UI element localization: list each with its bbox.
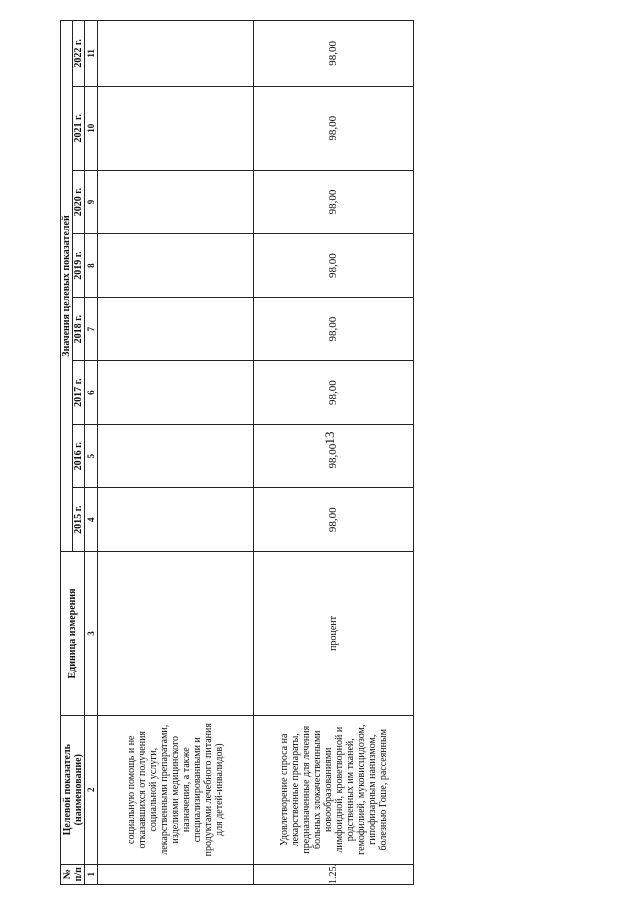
column-index: 8 [85, 234, 98, 298]
column-index: 2 [85, 715, 98, 864]
rotated-table-container [60, 20, 635, 885]
column-index: 4 [85, 488, 98, 552]
table-row [254, 21, 414, 885]
row-num: 1.25. [254, 864, 414, 884]
column-index: 7 [85, 297, 98, 361]
row-value [98, 488, 254, 552]
column-index: 10 [85, 86, 98, 170]
header-year: 2020 г. [73, 170, 85, 234]
row-value: 98,00 [254, 86, 414, 170]
row-unit [98, 551, 254, 715]
row-num [98, 864, 254, 884]
header-num: № п/п [61, 864, 85, 884]
row-value [98, 170, 254, 234]
page-number: 13 [322, 431, 337, 445]
column-index: 5 [85, 424, 98, 488]
column-index: 1 [85, 864, 98, 884]
row-value [98, 21, 254, 87]
row-indicator-name: социальную помощь и не отказавшихся от получения социальной услуги, лекарственными препаратами, изделиями медицинского назначения, а также специализированными и продуктами лечебного питания для детей-инвалидов) [98, 715, 254, 864]
row-indicator-name: Удовлетворение спроса на лекарственные препараты, предназначенные для лечения больных злокачественными новообразованиями лимфоидной, кроветворной и родственных им тканей, гемофилией, муковисцидозом, гипофизарным нанизмом, болезнью Гоше, рассеянным [254, 715, 414, 864]
row-value [98, 297, 254, 361]
column-index: 3 [85, 551, 98, 715]
row-value [98, 361, 254, 425]
row-value [98, 86, 254, 170]
header-year: 2016 г. [73, 424, 85, 488]
row-value [98, 424, 254, 488]
header-unit: Единица измерения [61, 551, 85, 715]
table-row [98, 21, 254, 885]
column-index: 6 [85, 361, 98, 425]
header-values-group: Значения целевых показателей [61, 21, 73, 552]
row-value: 98,00 [254, 21, 414, 87]
row-value: 98,00 [254, 234, 414, 298]
row-value: 98,00 [254, 424, 414, 488]
row-unit: процент [254, 551, 414, 715]
column-index: 11 [85, 21, 98, 87]
row-value: 98,00 [254, 170, 414, 234]
header-year: 2022 г. [73, 21, 85, 87]
header-year: 2018 г. [73, 297, 85, 361]
header-year: 2015 г. [73, 488, 85, 552]
header-indicator: Целевой показатель (наименование) [61, 715, 85, 864]
row-value: 98,00 [254, 361, 414, 425]
header-year: 2021 г. [73, 86, 85, 170]
header-year: 2017 г. [73, 361, 85, 425]
target-indicators-table [60, 20, 414, 885]
column-index: 9 [85, 170, 98, 234]
row-value: 98,00 [254, 297, 414, 361]
row-value [98, 234, 254, 298]
header-year: 2019 г. [73, 234, 85, 298]
row-value: 98,00 [254, 488, 414, 552]
